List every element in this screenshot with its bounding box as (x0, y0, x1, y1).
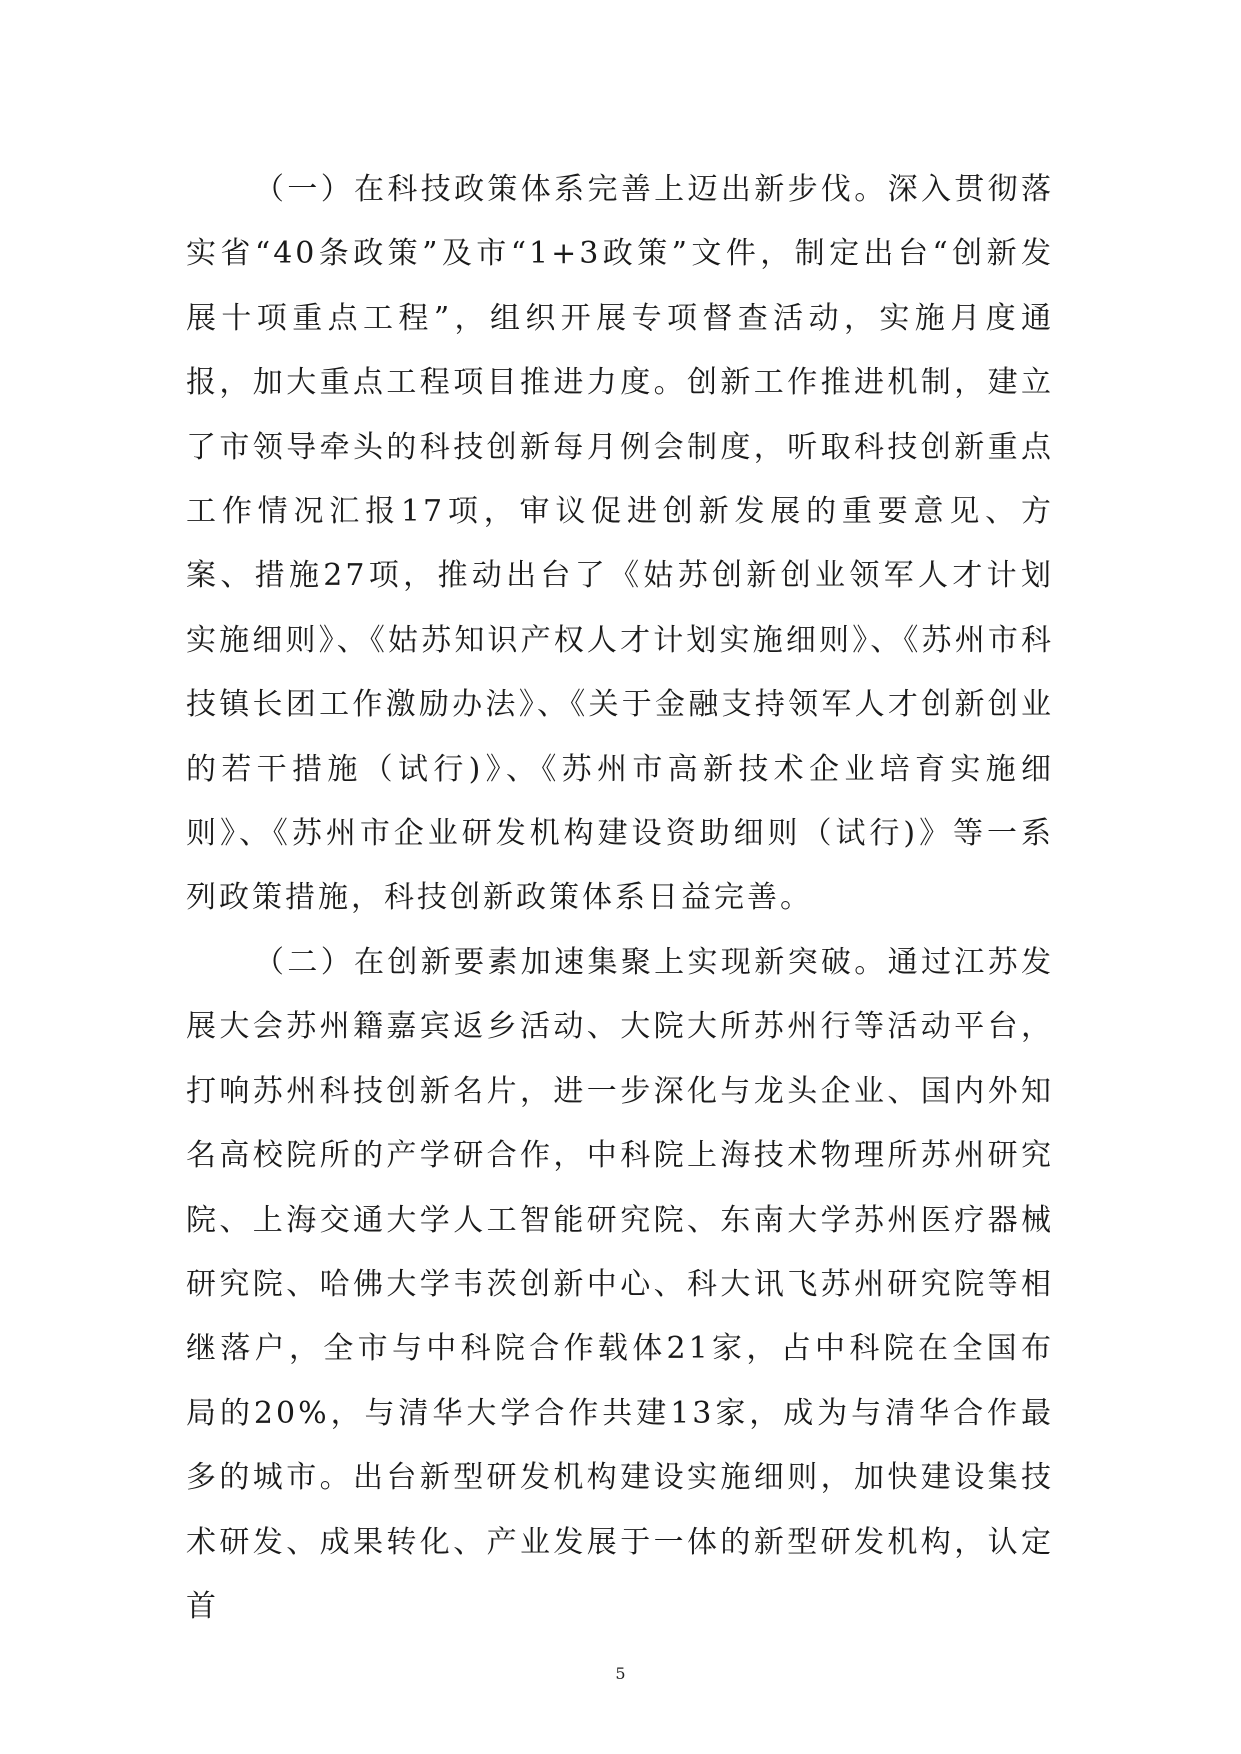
body-text (186, 158, 1054, 1639)
paragraph-innovation-elements: （二）在创新要素加速集聚上实现新突破。通过江苏发展大会苏州籍嘉宾返乡活动、大院大所苏州行等活动平台，打响苏州科技创新名片，进一步深化与龙头企业、国内外知名高校院所的产学研合作，中科院上海技术物理所苏州研究院、上海交通大学人工智能研究院、东南大学苏州医疗器械研究院、哈佛大学韦茨创新中心、科大讯飞苏州研究院等相继落户，全市与中科院合作载体21家，占中科院在全国布局的20%，与清华大学合作共建13家，成为与清华合作最多的城市。出台新型研发机构建设实施细则，加快建设集技术研发、成果转化、产业发展于一体的新型研发机构，认定首 (186, 944, 1054, 1624)
paragraph-policy-system: （一）在科技政策体系完善上迈出新步伐。深入贯彻落实省“40条政策”及市“1+3政策”文件，制定出台“创新发展十项重点工程”，组织开展专项督查活动，实施月度通报，加大重点工程项目推进力度。创新工作推进机制，建立了市领导牵头的科技创新每月例会制度，听取科技创新重点工作情况汇报17项，审议促进创新发展的重要意见、方案、措施27项，推动出台了《姑苏创新创业领军人才计划实施细则》、《姑苏知识产权人才计划实施细则》、《苏州市科技镇长团工作激励办法》、《关于金融支持领军人才创新创业的若干措施（试行)》、《苏州市高新技术企业培育实施细则》、《苏州市企业研发机构建设资助细则（试行)》等一系列政策措施，科技创新政策体系日益完善。 (186, 172, 1054, 916)
page-number: 5 (615, 1664, 626, 1683)
